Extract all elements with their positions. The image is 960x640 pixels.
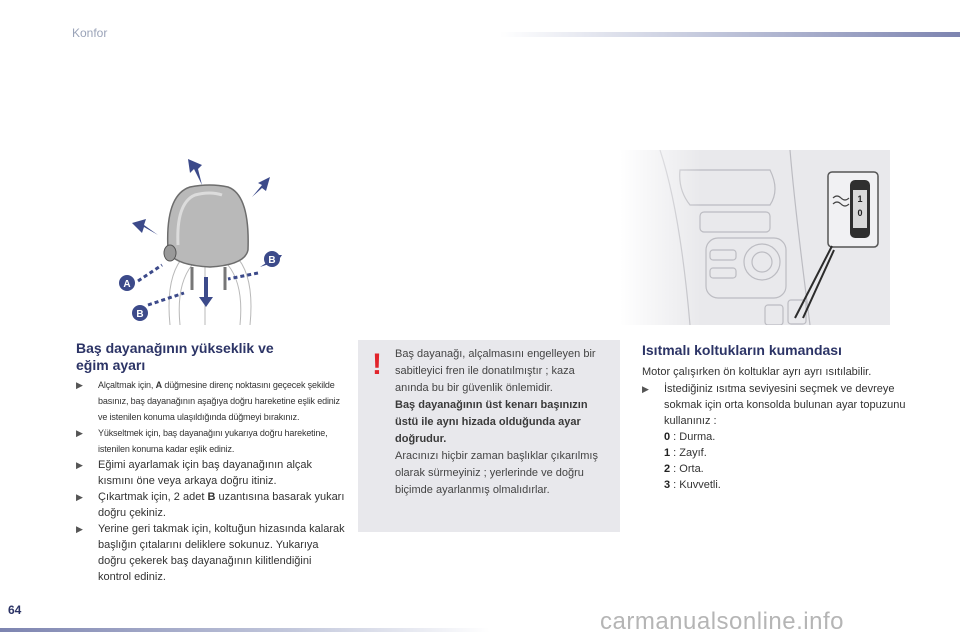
label-b-left: B xyxy=(136,309,144,320)
level-item xyxy=(664,445,721,461)
headrest-illustration xyxy=(110,155,300,325)
item-key: B xyxy=(207,491,216,503)
warning-text-2: Aracınızı hiçbir zaman başlıklar çıkarılmış olarak sürmeyiniz ; yerlerinde ve doğru biçimde ayarlanmış olmalıdırlar. xyxy=(395,450,598,496)
list-item xyxy=(76,489,346,521)
heating-heading: Isıtmalı koltukların kumandası xyxy=(642,342,842,358)
watermark: carmanualsonline.info xyxy=(600,608,844,635)
warning-text-1: Baş dayanağı, alçalmasını engelleyen bir sabitleyici fren ile donatılmıştır ; kaza anında bu bir güvenlik önlemidir. xyxy=(395,348,596,394)
warning-icon: ! xyxy=(372,348,382,381)
bullet-icon: ▶ xyxy=(76,460,83,470)
level-number: 0 xyxy=(664,431,671,443)
warning-box xyxy=(358,340,620,532)
level-number: 1 xyxy=(664,447,671,459)
level-number: 3 xyxy=(664,479,671,491)
list-item xyxy=(76,377,346,425)
item-text: Çıkartmak için, 2 adet xyxy=(98,491,208,503)
item-text: Eğimi ayarlamak için baş dayanağının alçak kısmını öne veya arkaya doğru itiniz. xyxy=(98,459,313,487)
heating-intro: Motor çalışırken ön koltuklar ayrı ayrı ısıtılabilir. xyxy=(642,366,872,378)
header-bar xyxy=(500,32,960,37)
level-text: : Kuvvetli. xyxy=(670,479,721,491)
item-text: İstediğiniz ısıtma seviyesini seçmek ve devreye sokmak için orta konsolda bulunan ayar topuzunu kullanınız : xyxy=(664,383,906,427)
heating-instructions xyxy=(642,381,912,429)
footer-bar xyxy=(0,628,490,632)
level-text: : Durma. xyxy=(670,431,716,443)
level-item xyxy=(664,429,721,445)
label-a-marker xyxy=(119,275,135,291)
bullet-icon: ▶ xyxy=(642,384,649,394)
console-illustration xyxy=(620,150,890,325)
warning-text xyxy=(395,346,611,499)
headrest-heading-line1: Baş dayanağının yükseklik ve xyxy=(76,340,274,356)
bullet-icon: ▶ xyxy=(76,380,83,390)
item-text-cont: düğmesine direnç noktasını geçecek şekilde basınız, baş dayanağının aşağıya doğru hareketine eşlik ediniz ve istenilen konuma ulaşıldığında düğmeyi bırakınız. xyxy=(98,380,340,422)
headrest-heading xyxy=(76,340,326,374)
level-text: : Orta. xyxy=(670,463,704,475)
item-text: Alçaltmak için, xyxy=(98,380,156,390)
list-item xyxy=(76,425,346,457)
list-item xyxy=(76,521,346,585)
section-title: Konfor xyxy=(72,26,108,40)
knob-level-top: 1 xyxy=(857,194,863,204)
list-item xyxy=(76,457,346,489)
heating-levels xyxy=(664,429,721,493)
label-b-marker-left xyxy=(132,305,148,321)
item-text: Yükseltmek için, baş dayanağını yukarıya doğru hareketine, istenilen konuma kadar eşlik ediniz. xyxy=(98,428,328,454)
bullet-icon: ▶ xyxy=(76,492,83,502)
level-number: 2 xyxy=(664,463,671,475)
item-key: A xyxy=(155,380,162,390)
page-number: 64 xyxy=(8,603,22,617)
level-item xyxy=(664,461,721,477)
label-a: A xyxy=(123,279,131,290)
item-text-cont: uzantısına basarak yukarı doğru çekiniz. xyxy=(98,491,345,519)
knob-level-bottom: 0 xyxy=(857,208,863,218)
item-text: Yerine geri takmak için, koltuğun hizasında kalarak başlığın çıtalarını deliklere sokunuz. Yukarıya doğru çekerek baş dayanağının kilitlendiğini kontrol ediniz. xyxy=(98,523,345,583)
headrest-heading-line2: eğim ayarı xyxy=(76,357,146,373)
bullet-icon: ▶ xyxy=(76,524,83,534)
label-b-right: B xyxy=(268,255,276,266)
warning-text-bold: Baş dayanağının üst kenarı başınızın üstü ile aynı hizada olduğunda ayar doğrudur. xyxy=(395,399,588,445)
label-b-marker-right xyxy=(264,251,280,267)
list-item xyxy=(642,381,912,429)
headrest-instructions xyxy=(76,377,346,585)
level-text: : Zayıf. xyxy=(670,447,707,459)
level-item xyxy=(664,477,721,493)
bullet-icon: ▶ xyxy=(76,428,83,438)
